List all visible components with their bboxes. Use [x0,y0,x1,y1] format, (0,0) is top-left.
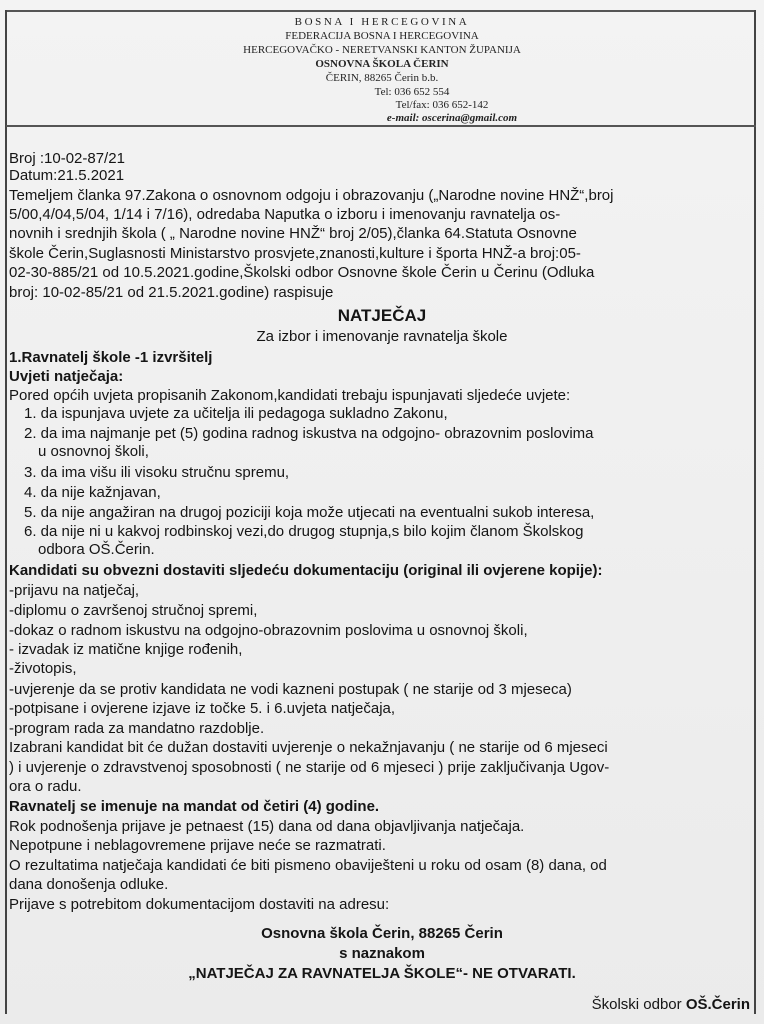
list-item: 6. da nije ni u kakvoj rodbinskoj vezi,do drugog stupnja,s bilo kojim članom Školskog [24,523,584,540]
intro-line: 02-30-885/21 od 10.5.2021.godine,Školski odbor Osnovne škole Čerin u Čerinu (Odluka [9,264,595,281]
list-item: odbora OŠ.Čerin. [38,541,155,558]
letterhead-phone: Tel: 036 652 554 [374,86,450,98]
paragraph-line: dana donošenja odluke. [9,876,169,893]
list-item: -dokaz o radnom iskustvu na odgojno-obrazovnim poslovima u osnovnoj školi, [9,622,528,639]
list-item: -životopis, [9,660,77,677]
list-item: 4. da nije kažnjavan, [24,484,161,501]
intro-line: Temeljem članka 97.Zakona o osnovnom odgoju i obrazovanju („Narodne novine HNŽ“,broj [9,187,614,204]
list-item: -prijavu na natječaj, [9,582,140,599]
list-item: -program rada za mandatno razdoblje. [9,720,265,737]
list-item: 3. da ima višu ili visoku stručnu spremu, [24,464,290,481]
letterhead-address: ČERIN, 88265 Čerin b.b. [325,72,439,84]
paragraph-line: Nepotpune i neblagovremene prijave neće se razmatrati. [9,837,386,854]
letterhead-school-name: OSNOVNA ŠKOLA ČERIN [315,58,449,70]
paragraph-line: Rok podnošenja prijave je petnaest (15) dana od dana objavljivanja natječaja. [9,818,525,835]
conditions-heading: Uvjeti natječaja: [9,368,124,385]
address-line: „NATJEČAJ ZA RAVNATELJA ŠKOLE“- NE OTVARATI. [188,965,576,982]
list-item: 2. da ima najmanje pet (5) godina radnog iskustva na odgojno- obrazovnim poslovima [24,425,594,442]
paragraph-line: ) i uvjerenje o zdravstvenoj sposobnosti ( ne starije od 6 mjeseci ) prije zaključivanja Ugov- [9,759,610,776]
paragraph-line: O rezultatima natječaja kandidati će biti pismeno obaviješteni u roku od osam (8) dana, od [9,857,607,874]
paragraph-line: Prijave s potrebitom dokumentacijom dostaviti na adresu: [9,896,390,913]
intro-line: 5/00,4/04,5/04, 1/14 i 7/16), odredaba Naputka o izboru i imenovanju ravnatelja os- [9,206,561,223]
letterhead-country: BOSNA I HERCEGOVINA [294,16,470,28]
paragraph-line: ora o radu. [9,778,82,795]
list-item: u osnovnoj školi, [38,443,149,460]
signature-name: OŠ.Čerin [685,996,750,1013]
left-border [5,10,7,1014]
conditions-intro: Pored općih uvjeta propisanih Zakonom,kandidati trebaju ispunjavati sljedeće uvjete: [9,387,571,404]
paragraph-line: Izabrani kandidat bit će dužan dostaviti uvjerenje o nekažnjavanju ( ne starije od 6 mjeseci [9,739,608,756]
list-item: - izvadak iz matične knjige rođenih, [9,641,243,658]
signature-prefix: Školski odbor [591,996,686,1013]
documents-heading: Kandidati su obvezni dostaviti sljedeću dokumentaciju (original ili ovjerene kopije): [9,562,603,579]
letterhead-email: e-mail: oscerina@gmail.com [386,112,518,124]
list-item: 5. da nije angažiran na drugoj poziciji koja može utjecati na eventualni sukob interesa, [24,504,595,521]
notice-title: NATJEČAJ [337,306,427,325]
mandate-statement: Ravnatelj se imenuje na mandat od četiri (4) godine. [9,798,380,815]
intro-line: broj: 10-02-85/21 od 21.5.2021.godine) raspisuje [9,284,334,301]
list-item: -potpisane i ovjerene izjave iz točke 5. i 6.uvjeta natječaja, [9,700,396,717]
notice-subtitle: Za izbor i imenovanje ravnatelja škole [256,328,508,345]
list-item: -diplomu o završenoj stručnoj spremi, [9,602,258,619]
letterhead-federation: FEDERACIJA BOSNA I HERCEGOVINA [285,30,479,42]
header-divider [6,125,756,127]
letterhead-fax: Tel/fax: 036 652-142 [395,99,489,111]
list-item: 1. da ispunjava uvjete za učitelja ili pedagoga sukladno Zakonu, [24,405,448,422]
address-line: Osnovna škola Čerin, 88265 Čerin [261,925,503,942]
top-border [6,10,756,12]
document-number: Broj :10-02-87/21 [9,150,125,167]
intro-line: škole Čerin,Suglasnosti Ministarstvo prosvjete,znanosti,kulture i športa HNŽ-a broj:05- [9,245,581,262]
intro-line: novnih i srednjih škola ( „ Narodne novine HNŽ“ broj 2/05),članka 64.Statuta Osnovne [9,225,577,242]
signature [592,996,750,1014]
list-item: -uvjerenje da se protiv kandidata ne vodi kazneni postupak ( ne starije od 3 mjeseca) [9,681,572,698]
document-date: Datum:21.5.2021 [9,167,125,184]
address-line: s naznakom [339,945,425,962]
right-border [754,10,756,1014]
position-heading: 1.Ravnatelj škole -1 izvršitelj [9,349,213,366]
letterhead-canton: HERCEGOVAČKO - NERETVANSKI KANTON ŽUPANIJA [243,44,521,56]
